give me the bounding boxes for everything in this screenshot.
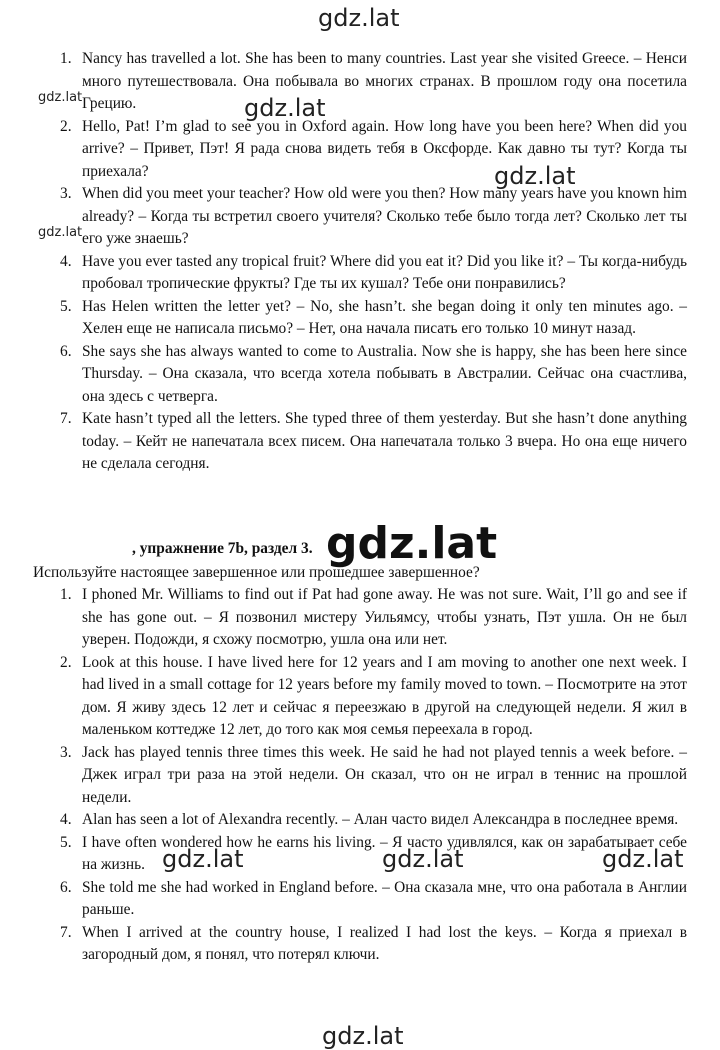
list-item: 3. Jack has played tennis three times this week. He said he had not played tennis a week before. – Джек играл три раза на этой недели. Он сказал, что он не играл в теннис на прошлой недели. (60, 743, 687, 806)
watermark-2: gdz.lat (494, 162, 576, 190)
watermark-4: gdz.lat (382, 845, 464, 873)
list-item: 7. When I arrived at the country house, I realized I had lost the keys. – Когда я приехал в загородный дом, я понял, что потерял ключи. (60, 923, 687, 963)
watermark-1: gdz.lat (244, 94, 326, 122)
watermark-left-1: gdz.lat (38, 90, 83, 105)
list-item: 4. Alan has seen a lot of Alexandra recently. – Алан часто видел Александра в последнее время. (60, 811, 679, 828)
exercise-list-2 (0, 584, 720, 967)
list-item: 2. Look at this house. I have lived here for 12 years and I am moving to another one next week. I had lived in a small cottage for 12 years before my family moved to town. – Посмотрите на этот дом. Я живу здесь 12 лет и сейчас я переезжаю в другой на следующей недели. Я жил в маленьком коттедже 12 лет, до того как моя семья переехала в город. (60, 653, 687, 738)
list-item: 1. I phoned Mr. Williams to find out if Pat had gone away. He was not sure. Wait, I’ll go and see if she has gone out. – Я позвонил мистеру Уильямсу, чтобы узнать, Пэт ушла. Он не был уверен. Подожди, я схожу посмотрю, ушла она или нет. (60, 586, 687, 648)
list-item: 5. Has Helen written the letter yet? – No, she hasn’t. she began doing it only ten minutes ago. – Хелен еще не написала письмо? – Нет, она начала писать его только 10 минут назад. (60, 297, 687, 337)
section-heading: , упражнение 7b, раздел 3. (132, 540, 313, 557)
exercise-list-1 (0, 48, 720, 476)
list-item: 7. Kate hasn’t typed all the letters. She typed three of them yesterday. But she hasn’t done anything today. – Кейт не напечатала всех писем. Она напечатала только 3 вчера. Но она еще ничего не сделала сегодня. (60, 410, 687, 472)
list-item: 2. Hello, Pat! I’m glad to see you in Oxford again. How long have you been here? When did you arrive? – Привет, Пэт! Я рада снова видеть тебя в Оксфорде. Как давно ты тут? Когда ты приехала? (60, 117, 687, 180)
watermark-left-2: gdz.lat (38, 225, 83, 240)
watermark-3: gdz.lat (162, 845, 244, 873)
list-item: 3. When did you meet your teacher? How old were you then? How many years have you known him already? – Когда ты встретил своего учителя? Сколько тебе было тогда лет? Сколько лет ты его уже знаешь? (60, 185, 687, 247)
list-item: 5. I have often wondered how he earns his living. – Я часто удивлялся, как он зарабатывает себе на жизнь. (60, 833, 687, 873)
list-item: 6. She says she has always wanted to come to Australia. Now she is happy, she has been here since Thursday. – Она сказала, что всегда хотела побывать в Австралии. Сейчас она счастлива, она здесь с четверга. (60, 342, 687, 405)
watermark-5: gdz.lat (602, 845, 684, 873)
list-item: 1. Nancy has travelled a lot. She has been to many countries. Last year she visited Greece. – Ненси много путешествовала. Она побывала во многих странах. В прошлом году она посетила Грецию. (60, 50, 687, 112)
watermark-bottom: gdz.lat (322, 1022, 404, 1050)
list-item: 4. Have you ever tasted any tropical fruit? Where did you eat it? Did you like it? – Ты когда-нибудь пробовал тропические фрукты? Где ты их кушал? Тебе они понравились? (60, 252, 687, 292)
watermark-large: gdz.lat (326, 518, 498, 569)
list-item: 6. She told me she had worked in England before. – Она сказала мне, что она работала в Англии раньше. (60, 878, 687, 918)
watermark-top: gdz.lat (318, 4, 400, 32)
section-question: Используйте настоящее завершенное или прошедшее завершенное? (33, 564, 480, 581)
